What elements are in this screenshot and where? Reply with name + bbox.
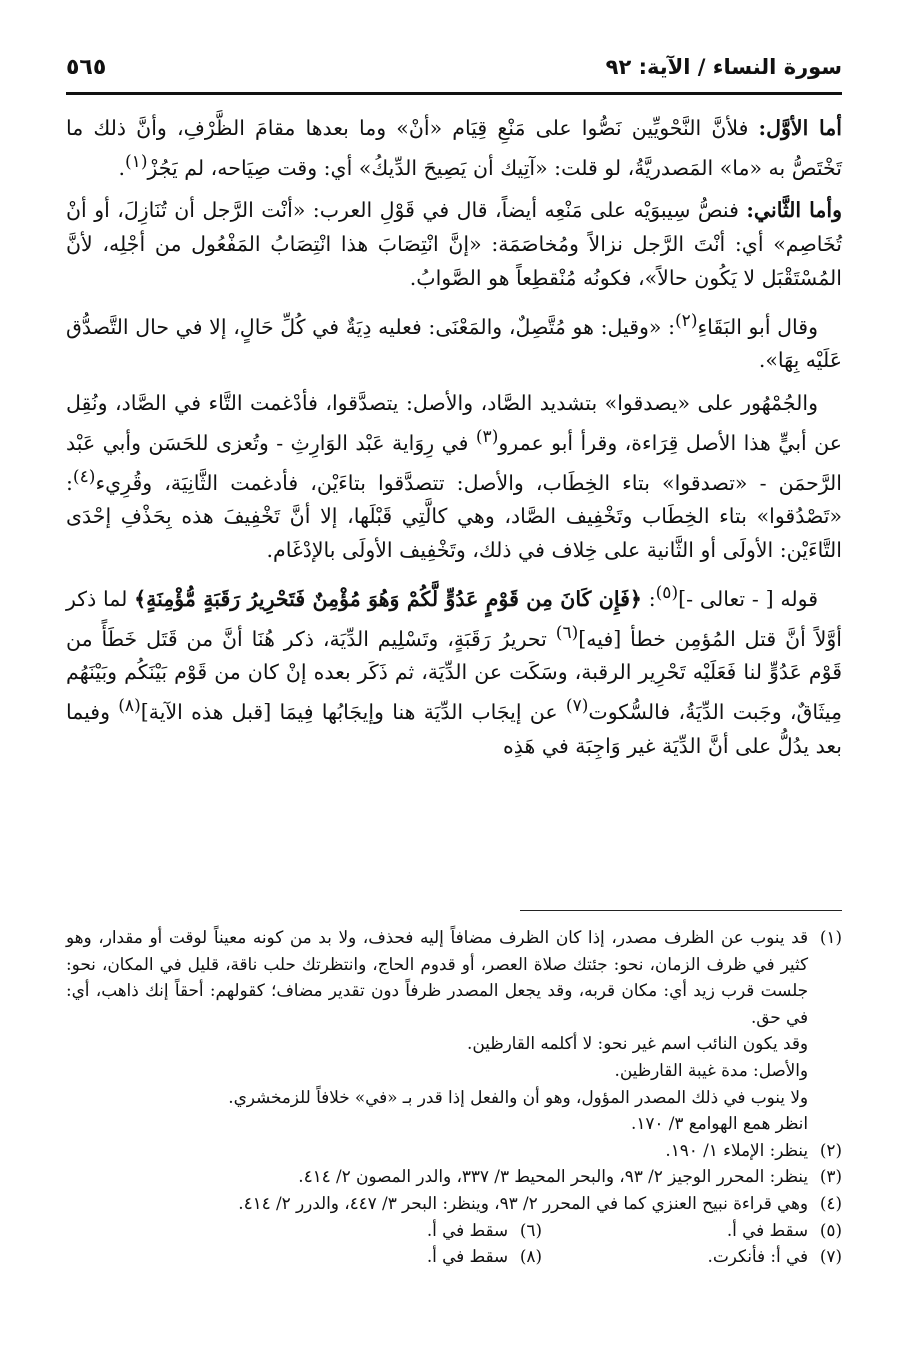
footnote-text: سقط في أ.	[426, 1219, 508, 1240]
footnote-1-line: ولا ينوب في ذلك المصدر المؤول، وهو أن والفعل إذا قدر بـ «في» خلافاً للزمخشري.	[228, 1086, 808, 1107]
footnote-pair	[66, 1243, 842, 1270]
footnote-text: سقط في أ.	[726, 1219, 808, 1240]
paragraph-text: عن إيجَاب الدِّيَة هنا وإيجَابُها فِيمَا [قبل هذه الآية]	[140, 699, 566, 724]
footnote-ref[interactable]: (١)	[124, 151, 148, 172]
footnote-ref[interactable]: (٧)	[565, 695, 589, 716]
footnote-1	[66, 924, 842, 1030]
footnote-2	[66, 1137, 842, 1164]
footnotes	[66, 924, 842, 1270]
footnote-number: (٦)	[519, 1219, 542, 1240]
footnote-pair	[66, 1217, 842, 1244]
footnote-1-line: انظر همع الهوامع ٣/ ١٧٠.	[630, 1113, 808, 1134]
footnote-ref[interactable]: (٨)	[118, 695, 141, 716]
quran-verse: ﴿فَإِن كَانَ مِن قَوْمٍ عَدُوٍّ لَّكُمْ وَهُوَ مُؤْمِنٌ فَتَحْرِيرُ رَقَبَةٍ مُّؤْمِنَةٍ﴾	[134, 586, 642, 611]
paragraph-text: لما ذكر أوَّلاً أنَّ قتل المُؤمِن خطأ [فيه]	[66, 586, 843, 651]
footnote-text: وهي قراءة نبيح العنزي كما في المحرر ٢/ ٩٣، وينظر: البحر ٣/ ٤٤٧، والدرر ٢/ ٤١٤.	[238, 1192, 808, 1213]
page-number: ٥٦٥	[66, 54, 107, 80]
footnote-number: (٣)	[819, 1166, 842, 1187]
paragraph-text: فلأنَّ النَّحْويِّين نَصُّوا على مَنْعِ قِيَام «أنْ» وما بعدها مقامَ الظَّرْفِ، وأنَّ ذلك ما تَخْتَصُّ به «ما» المَصدريَّةُ، لو قلت: «آتِيك أن يَصِيحَ الدِّيكُ» أي: وقت صِيَاحه، لم يَجُزْ	[66, 116, 842, 180]
footnote-3	[66, 1163, 842, 1190]
footnote-1-line: وقد يكون النائب اسم غير نحو: لا أكلمه القارظين.	[467, 1033, 808, 1054]
paragraph	[66, 112, 842, 185]
paragraph	[66, 305, 842, 378]
paragraph	[66, 387, 842, 568]
footnote-number: (٨)	[519, 1246, 542, 1267]
paragraph-lead: وأما الثَّاني:	[746, 198, 842, 223]
footnote-8	[242, 1243, 542, 1270]
paragraph	[66, 194, 842, 295]
paragraph-text: تحريرُ رَقَبَةٍ، وتَسْلِيم الدِّيَة، ذكر هُنَا أنَّ من قَتَل خَطَأً من قَوْم عَدُوٍّ لنا فَعَلَيْه تَحْرِير الرقبة، وسَكَت عن الدِّيَة، ثم ذَكَر بعده إنْ كان من قَوْم بَيْنَكُم وبَيْنَهُم مِيثَاقٌ، وجَبت الدِّيَةُ، فالسُّكوت	[66, 626, 842, 724]
paragraph-text: :	[641, 586, 656, 611]
footnote-number: (٢)	[819, 1139, 842, 1160]
footnote-number: (١)	[819, 927, 842, 947]
footnote-ref[interactable]: (٢)	[674, 310, 698, 331]
footnote-text: سقط في أ.	[426, 1246, 508, 1267]
paragraph-text: والجُمْهُور على «يصدقوا» بتشديد الصَّاد، والأصل: يتصدَّقوا، فأدْغمت التَّاء في الصَّاد، ونُقِل عن أبيٍّ هذا الأصل قِرَاءة، وقرأ أبو عمرو	[66, 391, 842, 455]
footnote-number: (٤)	[819, 1192, 842, 1213]
footnote-text: ينظر: الإملاء ١/ ١٩٠.	[665, 1139, 808, 1160]
footnote-separator	[520, 910, 842, 911]
footnote-ref[interactable]: (٣)	[475, 427, 499, 448]
paragraph-text: في رِوَاية عَبْد الوَارِثِ - وتُعزى للحَسَن وأبي عَبْد الرَّحمَن - «تصدقوا» بتاء الخِطَاب، والأصل: تتصدَّقوا بتاءَيْن، فأدغمت الثَّانِيَة، وقُرِيء	[66, 430, 842, 495]
paragraph-text: فنصُّ سِيبوَيْه على مَنْعِه أيضاً، قال في قَوْلِ العرب: «أنْت الرَّجل أن تُنَازِلَ، أو أنْ تُخَاصِم» أي: أنْتَ الرَّجل نزالاً ومُخاصَمَة: «إنَّ انْتِصَابَ هذا انْتِصَابُ المَفْعُول من أجْلِه، لأنَّ المُسْتَقْبَل لا يَكُون حالاً»، فكونُه مُنْقطِعاً هو الصَّوابُ.	[66, 198, 842, 291]
footnote-text: ينظر: المحرر الوجيز ٢/ ٩٣، والبحر المحيط ٣/ ٣٣٧، والدر المصون ٢/ ٤١٤.	[298, 1166, 808, 1187]
footnote-1-line: والأصل: مدة غيبة القارظين.	[614, 1059, 808, 1080]
paragraph-text: .	[118, 155, 125, 180]
surah-verse-title: سورة النساء / الآية: ٩٢	[605, 55, 842, 79]
main-text	[66, 112, 842, 772]
footnote-7	[542, 1243, 842, 1270]
paragraph-text: وفيما بعد يدُلُّ على أنَّ الدِّيَة غير وَاجِبَة في هَذِه	[66, 699, 842, 758]
paragraph-lead: أما الأوَّل:	[758, 116, 842, 140]
paragraph-text: : «وقيل: هو مُتَّصِلٌ، والمَعْنَى: فعليه دِيَةٌ في كُلِّ حَالٍ، إلا في حال التَّصدُّق عَلَيْه بِهَا».	[66, 314, 842, 373]
footnote-ref[interactable]: (٤)	[72, 466, 96, 487]
footnote-4	[66, 1190, 842, 1217]
paragraph-text: قوله [ - تعالى -]	[678, 586, 819, 611]
paragraph-text: وقال أبو البَقَاءِ	[697, 314, 818, 339]
footnote-6	[242, 1217, 542, 1244]
footnote-text: في أ: فأنكرت.	[707, 1246, 808, 1267]
footnote-number: (٧)	[819, 1246, 842, 1267]
paragraph-text: : «تَصْدُقوا» بتاء الخِطَاب وتَخْفِيف الصَّاد، وهي كالَّتِي قَبْلَها، إلا أنَّ تَخْفِيفَ هذه بِحَذْفِ إحْدَى التَّاءَيْن: الأولَى أو الثَّانية على خِلاف في ذلك، وتَخْفِيف الأولَى بالإدْغَام.	[66, 470, 842, 563]
footnote-ref[interactable]: (٦)	[555, 622, 579, 643]
paragraph	[66, 577, 842, 763]
page-header	[66, 42, 842, 95]
footnote-5	[542, 1217, 842, 1244]
footnote-text: قد ينوب عن الظرف مصدر، إذا كان الظرف مضافاً إليه فحذف، ولا بد من كونه معيناً لوقت أو مقدار، وهو كثير في ظرف الزمان، نحو: جئتك صلاة العصر، أو قدوم الحاج، وانتظرتك حلب ناقة، قليل في المكان، نحو: جلست قرب زيد أي: مكان قربه، وقد يجعل المصدر ظرفاً دون تقدير مضاف؛ كقولهم: أحقاً إنك ذاهب، أي: في حق.	[66, 927, 808, 1027]
footnote-number: (٥)	[819, 1219, 842, 1240]
footnote-ref[interactable]: (٥)	[655, 582, 679, 603]
